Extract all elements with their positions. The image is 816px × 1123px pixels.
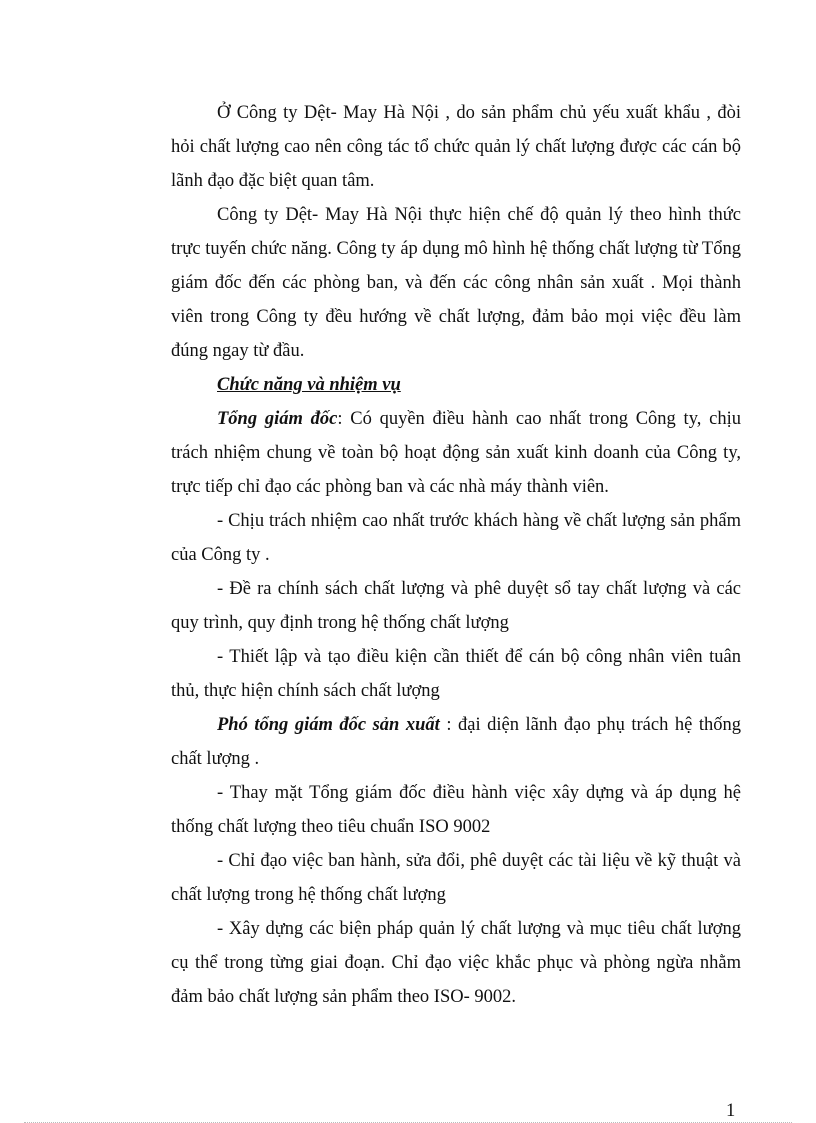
deputy-director-description: : đại diện lãnh đạo phụ trách hệ thống chất lượng . (171, 715, 741, 769)
intro-paragraph: Công ty Dệt- May Hà Nội thực hiện chế độ quản lý theo hình thức trực tuyến chức năng. Công ty áp dụng mô hình hệ thống chất lượng từ Tổng giám đốc đến các phòng ban, và đến các công nhân sản xuất . Mọi thành viên trong Công ty đều hướng về chất lượng, đảm bảo mọi việc đều làm đúng ngay từ đầu. (171, 205, 741, 361)
deputy-director-paragraph (171, 708, 741, 776)
document-body (171, 96, 741, 1014)
deputy-director-title: Phó tổng giám đốc sản xuất (217, 715, 440, 735)
general-director-duty: - Thiết lập và tạo điều kiện cần thiết để cán bộ công nhân viên tuân thủ, thực hiện chính sách chất lượng (171, 647, 741, 701)
deputy-director-duty: - Thay mặt Tổng giám đốc điều hành việc xây dựng và áp dụng hệ thống chất lượng theo tiêu chuẩn ISO 9002 (171, 783, 741, 837)
deputy-director-duty: - Xây dựng các biện pháp quản lý chất lượng và mục tiêu chất lượng cụ thể trong từng giai đoạn. Chỉ đạo việc khắc phục và phòng ngừa nhằm đảm bảo chất lượng sản phẩm theo ISO- 9002. (171, 919, 741, 1007)
general-director-description: : Có quyền điều hành cao nhất trong Công ty, chịu trách nhiệm chung về toàn bộ hoạt động sản xuất kinh doanh của Công ty, trực tiếp chỉ đạo các phòng ban và các nhà máy thành viên. (171, 409, 741, 497)
section-heading-paragraph (171, 368, 741, 402)
general-director-duty: - Đề ra chính sách chất lượng và phê duyệt sổ tay chất lượng và các quy trình, quy định trong hệ thống chất lượng (171, 579, 741, 633)
intro-paragraph: Ở Công ty Dệt- May Hà Nội , do sản phẩm chủ yếu xuất khẩu , đòi hỏi chất lượng cao nên công tác tổ chức quản lý chất lượng được các cán bộ lãnh đạo đặc biệt quan tâm. (171, 103, 741, 191)
general-director-title: Tổng giám đốc (217, 409, 338, 429)
deputy-director-duty: - Chỉ đạo việc ban hành, sửa đổi, phê duyệt các tài liệu về kỹ thuật và chất lượng trong hệ thống chất lượng (171, 851, 741, 905)
section-heading: Chức năng và nhiệm vụ (217, 375, 401, 395)
general-director-paragraph (171, 402, 741, 504)
page-number: 1 (726, 1101, 736, 1121)
general-director-duty: - Chịu trách nhiệm cao nhất trước khách hàng về chất lượng sản phẩm của Công ty . (171, 511, 741, 565)
